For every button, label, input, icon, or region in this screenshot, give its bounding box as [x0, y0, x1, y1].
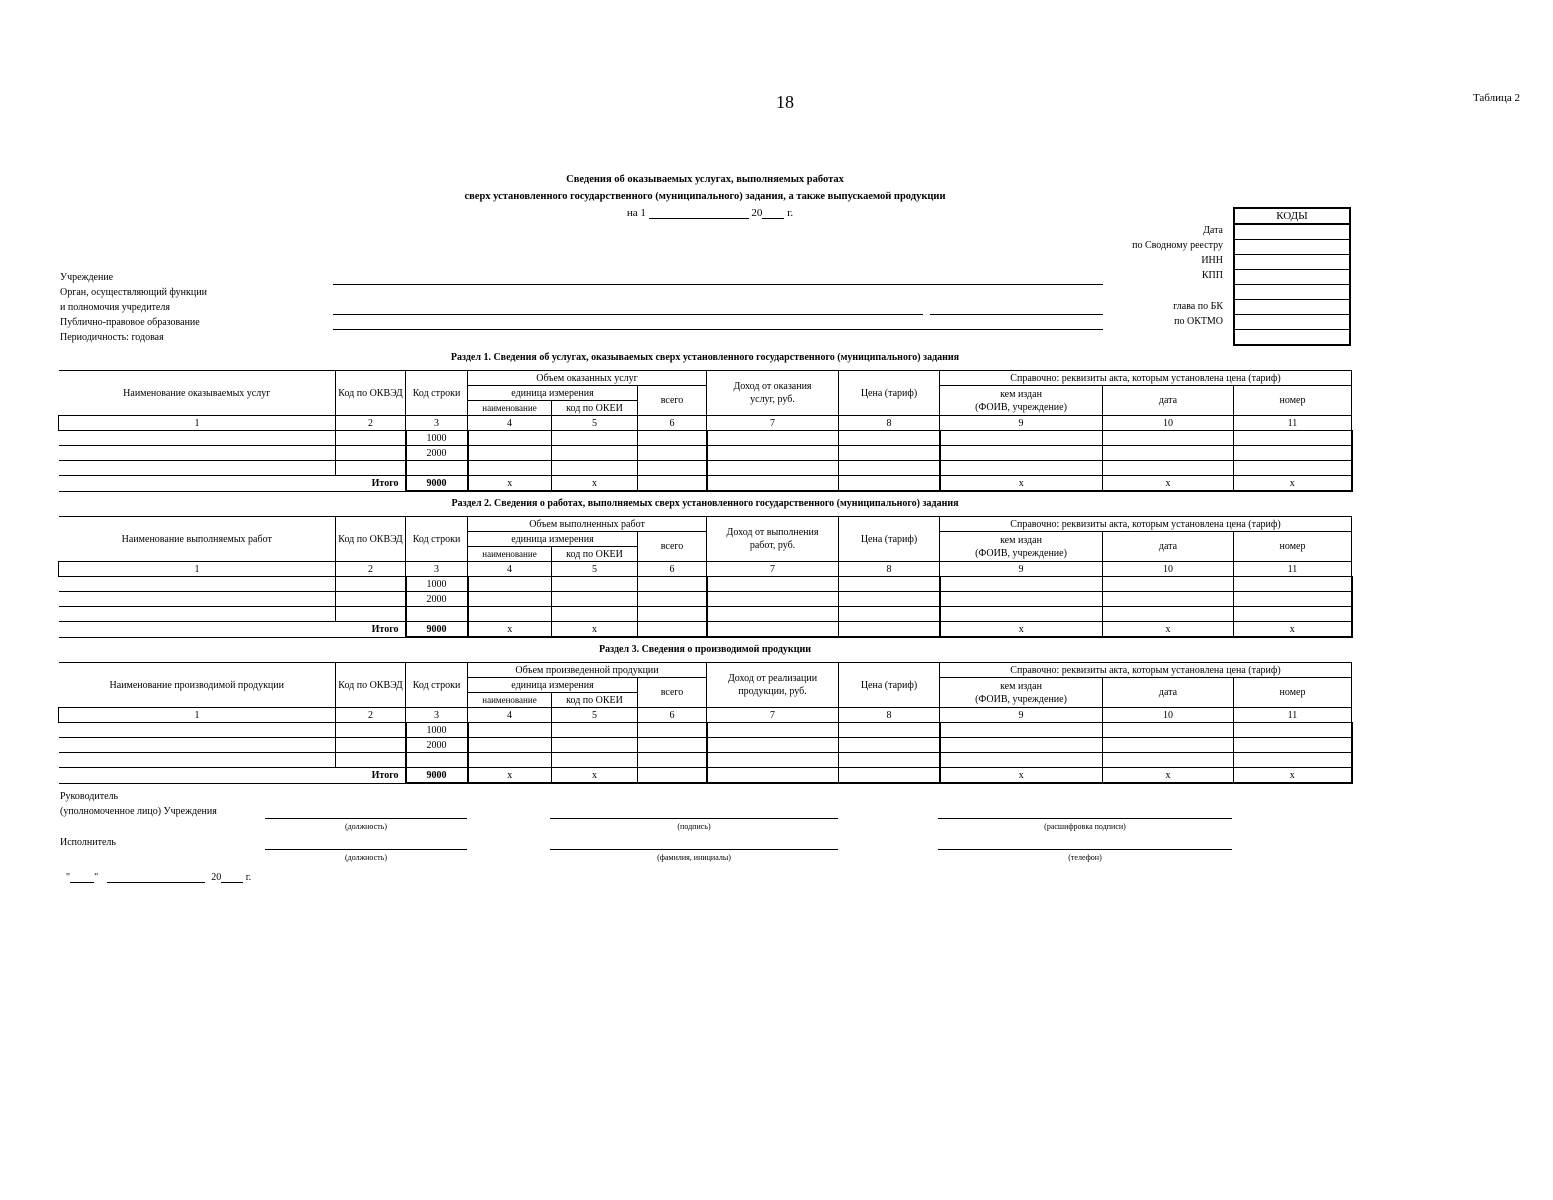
- okved-cell[interactable]: [336, 577, 406, 592]
- unit-header: единица измерения: [468, 678, 638, 693]
- code-cell[interactable]: [406, 607, 468, 622]
- income-cell[interactable]: [707, 431, 839, 446]
- code-cell: 2000: [406, 738, 468, 753]
- section1-table: [58, 370, 1353, 492]
- head-position-caption: (должность): [345, 822, 387, 831]
- okved-cell[interactable]: [336, 738, 406, 753]
- head-signature-caption: (подпись): [677, 822, 711, 831]
- total-x: х: [1103, 768, 1234, 784]
- price-header: Цена (тариф): [839, 517, 940, 562]
- code-cell: 1000: [406, 577, 468, 592]
- okved-cell[interactable]: [336, 446, 406, 461]
- col-num: 8: [839, 562, 940, 577]
- total-x: х: [1103, 476, 1234, 492]
- date-prefix: на 1: [626, 207, 646, 219]
- code-label-inn: ИНН: [1201, 255, 1223, 266]
- code-date-cell[interactable]: [1234, 224, 1350, 240]
- table-row: [59, 753, 1352, 768]
- col-num: 4: [468, 708, 552, 723]
- col-num: 9: [940, 562, 1103, 577]
- executor-name-caption: (фамилия, инициалы): [657, 853, 731, 862]
- name-cell[interactable]: [59, 577, 336, 592]
- table-row: [59, 431, 1352, 446]
- okei-cell[interactable]: [552, 607, 638, 622]
- service-name-header: Наименование оказываемых услуг: [59, 371, 336, 416]
- unit-name-header: наименование: [468, 401, 552, 416]
- codes-header: КОДЫ: [1234, 208, 1350, 224]
- col-num: 5: [552, 416, 638, 431]
- price-cell[interactable]: [839, 446, 940, 461]
- date-day-month-field[interactable]: [649, 207, 749, 219]
- col-num: 5: [552, 562, 638, 577]
- price-header: Цена (тариф): [839, 371, 940, 416]
- sign-month-field[interactable]: [107, 871, 205, 883]
- number-cell[interactable]: [1234, 738, 1352, 753]
- code-registry-cell[interactable]: [1234, 240, 1350, 255]
- column-numbers-row: [59, 708, 1352, 723]
- unit-name-cell[interactable]: [468, 723, 552, 738]
- number-cell[interactable]: [1234, 723, 1352, 738]
- date-header: дата: [1103, 386, 1234, 416]
- okei-header: код по ОКЕИ: [552, 547, 638, 562]
- sign-date: [66, 871, 251, 883]
- issued-by-line2: (ФОИВ, учреждение): [975, 547, 1067, 559]
- total-row: [59, 768, 1352, 784]
- section3-table: [58, 662, 1353, 784]
- name-cell[interactable]: [59, 723, 336, 738]
- col-num: 4: [468, 562, 552, 577]
- code-cell[interactable]: [406, 753, 468, 768]
- issuer-cell[interactable]: [940, 738, 1103, 753]
- total-price-cell[interactable]: [839, 622, 940, 638]
- number-cell[interactable]: [1234, 753, 1352, 768]
- okei-cell[interactable]: [552, 431, 638, 446]
- total-label: Итого: [59, 768, 406, 784]
- total-x: х: [940, 622, 1103, 638]
- col-num: 10: [1103, 562, 1234, 577]
- code-inn-cell[interactable]: [1234, 255, 1350, 270]
- issuer-cell[interactable]: [940, 461, 1103, 476]
- income-cell[interactable]: [707, 577, 839, 592]
- code-extra-cell[interactable]: [1234, 330, 1350, 346]
- issuer-cell[interactable]: [940, 592, 1103, 607]
- col-num: 11: [1234, 416, 1352, 431]
- executor-phone-caption: (телефон): [1068, 853, 1102, 862]
- date-cell[interactable]: [1103, 738, 1234, 753]
- okei-cell[interactable]: [552, 738, 638, 753]
- total-x: х: [552, 768, 638, 784]
- number-cell[interactable]: [1234, 446, 1352, 461]
- issuer-cell[interactable]: [940, 431, 1103, 446]
- authority-label-line1: Орган, осуществляющий функции: [60, 287, 207, 298]
- col-num: 6: [638, 708, 707, 723]
- total-label: Итого: [59, 622, 406, 638]
- date-header: дата: [1103, 532, 1234, 562]
- executor-position-field[interactable]: [265, 849, 467, 850]
- okved-cell[interactable]: [336, 723, 406, 738]
- col-num: 9: [940, 708, 1103, 723]
- date-header: дата: [1103, 678, 1234, 708]
- total-cell[interactable]: [638, 446, 707, 461]
- total-code: 9000: [406, 768, 468, 784]
- price-cell[interactable]: [839, 431, 940, 446]
- total-header: всего: [638, 678, 707, 708]
- executor-name-field[interactable]: [550, 849, 838, 850]
- total-x: х: [468, 476, 552, 492]
- date-year-field[interactable]: [762, 207, 784, 219]
- executor-position-caption: (должность): [345, 853, 387, 862]
- col-num: 2: [336, 708, 406, 723]
- executor-phone-field[interactable]: [938, 849, 1232, 850]
- total-row: [59, 622, 1352, 638]
- date-cell[interactable]: [1103, 446, 1234, 461]
- section2-title: Раздел 2. Сведения о работах, выполняемых сверх установленного государственного (муниципального) задания: [451, 498, 959, 509]
- head-position-field[interactable]: [265, 818, 467, 819]
- total-row: [59, 476, 1352, 492]
- price-cell[interactable]: [839, 461, 940, 476]
- date-year: 20: [751, 207, 763, 219]
- col-num: 5: [552, 708, 638, 723]
- date-cell[interactable]: [1103, 461, 1234, 476]
- name-cell[interactable]: [59, 607, 336, 622]
- col-num: 6: [638, 416, 707, 431]
- okei-cell[interactable]: [552, 753, 638, 768]
- sign-day-field[interactable]: [70, 871, 94, 883]
- issuer-cell[interactable]: [940, 753, 1103, 768]
- okei-header: код по ОКЕИ: [552, 401, 638, 416]
- income-cell[interactable]: [707, 607, 839, 622]
- issued-by-line2: (ФОИВ, учреждение): [975, 693, 1067, 705]
- table-row: [59, 592, 1352, 607]
- sign-year-field[interactable]: [221, 871, 243, 883]
- codes-table: [1233, 207, 1351, 346]
- name-cell[interactable]: [59, 431, 336, 446]
- income-cell[interactable]: [707, 723, 839, 738]
- code-kpp-cell[interactable]: [1234, 270, 1350, 285]
- date-cell[interactable]: [1103, 431, 1234, 446]
- col-num: 2: [336, 416, 406, 431]
- issuer-cell[interactable]: [940, 723, 1103, 738]
- total-cell[interactable]: [638, 431, 707, 446]
- col-num: 1: [59, 416, 336, 431]
- total-code: 9000: [406, 476, 468, 492]
- okei-cell[interactable]: [552, 446, 638, 461]
- unit-name-cell[interactable]: [468, 738, 552, 753]
- okved-header: Код по ОКВЭД: [336, 371, 406, 416]
- issued-by-header: [940, 532, 1103, 562]
- unit-name-header: наименование: [468, 693, 552, 708]
- column-numbers-row: [59, 562, 1352, 577]
- table-row: [59, 607, 1352, 622]
- total-code: 9000: [406, 622, 468, 638]
- okei-cell[interactable]: [552, 723, 638, 738]
- total-x: х: [468, 622, 552, 638]
- table-row: [59, 446, 1352, 461]
- col-num: 7: [707, 562, 839, 577]
- okved-cell[interactable]: [336, 607, 406, 622]
- total-header: всего: [638, 386, 707, 416]
- total-x: х: [468, 768, 552, 784]
- number-cell[interactable]: [1234, 592, 1352, 607]
- total-x: х: [552, 622, 638, 638]
- unit-name-cell[interactable]: [468, 431, 552, 446]
- okei-cell[interactable]: [552, 461, 638, 476]
- public-entity-label: Публично-правовое образование: [60, 317, 200, 328]
- code-bk-cell[interactable]: [1234, 300, 1350, 315]
- total-volume-cell[interactable]: [638, 476, 707, 492]
- issuer-cell[interactable]: [940, 446, 1103, 461]
- unit-header: единица измерения: [468, 532, 638, 547]
- table-label: Таблица 2: [1472, 92, 1520, 104]
- total-cell[interactable]: [638, 577, 707, 592]
- total-x: х: [940, 476, 1103, 492]
- total-income-cell[interactable]: [707, 622, 839, 638]
- code-cell[interactable]: [406, 461, 468, 476]
- total-volume-cell[interactable]: [638, 768, 707, 784]
- income-header-line2: услуг, руб.: [750, 394, 795, 405]
- code-line-header: Код строки: [406, 517, 468, 562]
- col-num: 1: [59, 708, 336, 723]
- okei-cell[interactable]: [552, 592, 638, 607]
- issuer-cell[interactable]: [940, 607, 1103, 622]
- unit-name-header: наименование: [468, 547, 552, 562]
- quote-close: ": [94, 872, 99, 883]
- total-price-cell[interactable]: [839, 476, 940, 492]
- col-num: 11: [1234, 562, 1352, 577]
- col-num: 3: [406, 562, 468, 577]
- table-row: [59, 461, 1352, 476]
- unit-name-cell[interactable]: [468, 592, 552, 607]
- issued-by-line1: кем издан: [1000, 388, 1042, 400]
- sign-date-suffix: г.: [245, 872, 252, 883]
- price-cell[interactable]: [839, 753, 940, 768]
- total-cell[interactable]: [638, 607, 707, 622]
- income-header-line1: Доход от реализации: [727, 673, 818, 684]
- name-cell[interactable]: [59, 738, 336, 753]
- okved-cell[interactable]: [336, 461, 406, 476]
- authority-label-line2: и полномочия учредителя: [60, 302, 170, 313]
- issued-by-line1: кем издан: [1000, 680, 1042, 692]
- col-num: 8: [839, 708, 940, 723]
- total-income-cell[interactable]: [707, 476, 839, 492]
- date-suffix: г.: [787, 207, 794, 219]
- total-volume-cell[interactable]: [638, 622, 707, 638]
- okved-header: Код по ОКВЭД: [336, 663, 406, 708]
- volume-header: Объем выполненных работ: [468, 517, 707, 532]
- okved-cell[interactable]: [336, 753, 406, 768]
- head-label-line2: (уполномоченное лицо) Учреждения: [60, 806, 217, 817]
- volume-header: Объем оказанных услуг: [468, 371, 707, 386]
- section3-title: Раздел 3. Сведения о производимой продукции: [599, 644, 811, 655]
- okved-cell[interactable]: [336, 592, 406, 607]
- code-cell: 1000: [406, 431, 468, 446]
- total-x: х: [1234, 768, 1352, 784]
- total-x: х: [1103, 622, 1234, 638]
- income-cell[interactable]: [707, 592, 839, 607]
- code-cell: 1000: [406, 723, 468, 738]
- head-decoding-caption: (расшифровка подписи): [1044, 822, 1126, 831]
- price-cell[interactable]: [839, 738, 940, 753]
- income-header-line1: Доход от оказания: [733, 381, 812, 392]
- okved-cell[interactable]: [336, 431, 406, 446]
- col-num: 10: [1103, 416, 1234, 431]
- col-num: 2: [336, 562, 406, 577]
- income-cell[interactable]: [707, 753, 839, 768]
- col-num: 8: [839, 416, 940, 431]
- total-header: всего: [638, 532, 707, 562]
- date-cell[interactable]: [1103, 723, 1234, 738]
- name-cell[interactable]: [59, 592, 336, 607]
- ref-header: Справочно: реквизиты акта, которым установлена цена (тариф): [940, 663, 1352, 678]
- total-cell[interactable]: [638, 723, 707, 738]
- col-num: 7: [707, 708, 839, 723]
- code-line-header: Код строки: [406, 371, 468, 416]
- date-cell[interactable]: [1103, 753, 1234, 768]
- price-header: Цена (тариф): [839, 663, 940, 708]
- issued-by-line2: (ФОИВ, учреждение): [975, 401, 1067, 413]
- issued-by-header: [940, 386, 1103, 416]
- institution-label: Учреждение: [60, 272, 114, 283]
- volume-header: Объем произведенной продукции: [468, 663, 707, 678]
- total-cell[interactable]: [638, 753, 707, 768]
- code-oktmo-cell[interactable]: [1234, 315, 1350, 330]
- okei-cell[interactable]: [552, 577, 638, 592]
- total-price-cell[interactable]: [839, 768, 940, 784]
- number-header: номер: [1234, 678, 1352, 708]
- income-header: [707, 663, 839, 708]
- code-label-kpp: КПП: [1201, 270, 1223, 281]
- code-cell: 2000: [406, 592, 468, 607]
- issued-by-line1: кем издан: [1000, 534, 1042, 546]
- unit-header: единица измерения: [468, 386, 638, 401]
- ref-header: Справочно: реквизиты акта, которым установлена цена (тариф): [940, 517, 1352, 532]
- total-x: х: [1234, 476, 1352, 492]
- page-number: 18: [776, 92, 794, 112]
- col-num: 6: [638, 562, 707, 577]
- table-row: [59, 577, 1352, 592]
- code-empty-cell[interactable]: [1234, 285, 1350, 300]
- col-num: 4: [468, 416, 552, 431]
- total-cell[interactable]: [638, 738, 707, 753]
- income-cell[interactable]: [707, 461, 839, 476]
- income-cell[interactable]: [707, 446, 839, 461]
- quote-open: ": [66, 872, 71, 883]
- product-name-header: Наименование производимой продукции: [59, 663, 336, 708]
- authority-field-extra[interactable]: [930, 314, 1103, 315]
- name-cell[interactable]: [59, 461, 336, 476]
- unit-name-cell[interactable]: [468, 577, 552, 592]
- code-cell: 2000: [406, 446, 468, 461]
- number-cell[interactable]: [1234, 431, 1352, 446]
- sign-year: 20: [211, 872, 222, 883]
- head-signature-field[interactable]: [550, 818, 838, 819]
- price-cell[interactable]: [839, 577, 940, 592]
- authority-field[interactable]: [333, 314, 923, 315]
- total-x: х: [940, 768, 1103, 784]
- total-cell[interactable]: [638, 461, 707, 476]
- income-header-line1: Доход от выполнения: [726, 527, 819, 538]
- total-x: х: [1234, 622, 1352, 638]
- column-numbers-row: [59, 416, 1352, 431]
- date-cell[interactable]: [1103, 592, 1234, 607]
- price-cell[interactable]: [839, 592, 940, 607]
- name-cell[interactable]: [59, 753, 336, 768]
- unit-name-cell[interactable]: [468, 607, 552, 622]
- income-header: [707, 517, 839, 562]
- ref-header: Справочно: реквизиты акта, которым установлена цена (тариф): [940, 371, 1352, 386]
- col-num: 9: [940, 416, 1103, 431]
- periodicity-label: Периодичность: годовая: [60, 332, 164, 343]
- institution-field[interactable]: [333, 284, 1103, 285]
- income-cell[interactable]: [707, 738, 839, 753]
- unit-name-cell[interactable]: [468, 446, 552, 461]
- form-title-line2: сверх установленного государственного (муниципального) задания, а также выпускаемой продукции: [464, 191, 946, 202]
- head-label-line1: Руководитель: [60, 791, 119, 802]
- code-label-bk: глава по БК: [1173, 301, 1223, 312]
- report-date: [560, 207, 860, 219]
- issued-by-header: [940, 678, 1103, 708]
- okved-header: Код по ОКВЭД: [336, 517, 406, 562]
- code-label-date: Дата: [1203, 225, 1223, 236]
- code-line-header: Код строки: [406, 663, 468, 708]
- col-num: 3: [406, 416, 468, 431]
- section1-title: Раздел 1. Сведения об услугах, оказываемых сверх установленного государственного (муниципального) задания: [450, 352, 960, 363]
- price-cell[interactable]: [839, 607, 940, 622]
- code-label-oktmo: по ОКТМО: [1174, 316, 1223, 327]
- executor-label: Исполнитель: [60, 837, 116, 848]
- total-label: Итого: [59, 476, 406, 492]
- okei-header: код по ОКЕИ: [552, 693, 638, 708]
- section2-table: [58, 516, 1353, 638]
- date-cell[interactable]: [1103, 577, 1234, 592]
- number-header: номер: [1234, 532, 1352, 562]
- total-cell[interactable]: [638, 592, 707, 607]
- date-cell[interactable]: [1103, 607, 1234, 622]
- number-cell[interactable]: [1234, 577, 1352, 592]
- col-num: 11: [1234, 708, 1352, 723]
- code-label-registry: по Сводному реестру: [1132, 240, 1223, 251]
- head-decoding-field[interactable]: [938, 818, 1232, 819]
- number-cell[interactable]: [1234, 461, 1352, 476]
- unit-name-cell[interactable]: [468, 461, 552, 476]
- col-num: 7: [707, 416, 839, 431]
- number-cell[interactable]: [1234, 607, 1352, 622]
- table-row: [59, 723, 1352, 738]
- col-num: 1: [59, 562, 336, 577]
- income-header-line2: продукции, руб.: [738, 686, 807, 697]
- unit-name-cell[interactable]: [468, 753, 552, 768]
- total-x: х: [552, 476, 638, 492]
- public-entity-field[interactable]: [333, 329, 1103, 330]
- income-header: [707, 371, 839, 416]
- form-title-line1: Сведения об оказываемых услугах, выполняемых работах: [566, 174, 844, 185]
- total-income-cell[interactable]: [707, 768, 839, 784]
- col-num: 10: [1103, 708, 1234, 723]
- table-row: [59, 738, 1352, 753]
- income-header-line2: работ, руб.: [749, 540, 796, 551]
- number-header: номер: [1234, 386, 1352, 416]
- name-cell[interactable]: [59, 446, 336, 461]
- issuer-cell[interactable]: [940, 577, 1103, 592]
- col-num: 3: [406, 708, 468, 723]
- work-name-header: Наименование выполняемых работ: [59, 517, 336, 562]
- price-cell[interactable]: [839, 723, 940, 738]
